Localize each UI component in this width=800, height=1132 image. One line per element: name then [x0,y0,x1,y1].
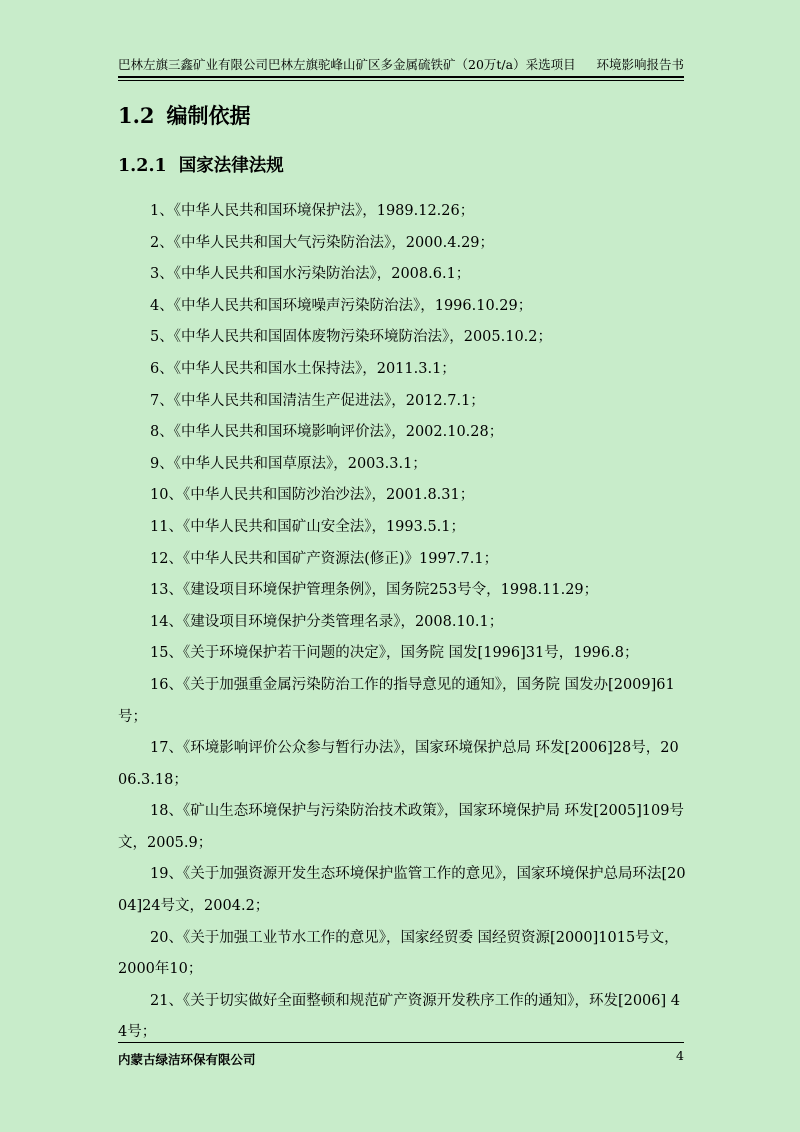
header-project-title: 巴林左旗三鑫矿业有限公司巴林左旗驼峰山矿区多金属硫铁矿（20万t/a）采选项目 [118,57,576,72]
list-item: 13、《建设项目环境保护管理条例》，国务院253号令，1998.11.29； [150,582,599,599]
list-item: 2、《中华人民共和国大气污染防治法》，2000.4.29； [150,234,495,251]
list-item: 16、《关于加强重金属污染防治工作的指导意见的通知》，国务院 国发办[2009]61号； [118,676,675,725]
header-divider-thin [118,80,684,81]
list-item: 9、《中华人民共和国草原法》，2003.3.1； [150,455,427,472]
header-divider-thick [118,76,684,78]
footer-company: 内蒙古绿洁环保有限公司 [118,1052,256,1067]
list-item: 15、《关于环境保护若干问题的决定》，国务院 国发[1996]31号，1996.8； [150,645,639,662]
subsection-heading [118,152,284,177]
list-item: 3、《中华人民共和国水污染防治法》，2008.6.1； [150,266,471,283]
list-item: 19、《关于加强资源开发生态环境保护监管工作的意见》，国家环境保护总局环法[2004]24号文，2004.2； [118,866,686,915]
section-number: 1.2 [118,103,155,128]
regulation-list [118,196,686,1049]
list-item: 1、《中华人民共和国环境保护法》，1989.12.26； [150,203,475,219]
list-item: 18、《矿山生态环境保护与污染防治技术政策》，国家环境保护局 环发[2005]109号文，2005.9； [118,803,684,851]
list-item: 12、《中华人民共和国矿产资源法(修正)》1997.7.1； [150,550,499,567]
list-item: 14、《建设项目环境保护分类管理名录》，2008.10.1； [150,613,504,630]
subsection-title: 国家法律法规 [178,156,284,176]
header-report-type: 环境影响报告书 [596,57,684,72]
list-item: 8、《中华人民共和国环境影响评价法》，2002.10.28； [150,424,504,441]
footer-divider [118,1042,684,1043]
section-title: 编制依据 [166,103,251,128]
list-item: 21、《关于切实做好全面整顿和规范矿产资源开发秩序工作的通知》，环发[2006] 44号； [118,992,680,1041]
subsection-number: 1.2.1 [118,156,167,176]
list-item: 17、《环境影响评价公众参与暂行办法》，国家环境保护总局 环发[2006]28号，2006.3.18； [118,740,679,788]
list-item: 6、《中华人民共和国水土保持法》，2011.3.1； [150,360,456,377]
list-item: 5、《中华人民共和国固体废物污染环境防治法》，2005.10.2； [150,329,553,346]
page-number: 4 [676,1048,684,1063]
list-item: 10、《中华人民共和国防沙治沙法》，2001.8.31； [150,487,475,504]
section-heading [118,100,251,130]
page-header [118,54,684,76]
list-item: 7、《中华人民共和国清洁生产促进法》，2012.7.1； [150,392,485,409]
list-item: 20、《关于加强工业节水工作的意见》，国家经贸委 国经贸资源[2000]1015号文，2000年10； [118,929,679,978]
list-item: 4、《中华人民共和国环境噪声污染防治法》，1996.10.29； [150,297,533,314]
list-item: 11、《中华人民共和国矿山安全法》，1993.5.1； [150,518,466,535]
